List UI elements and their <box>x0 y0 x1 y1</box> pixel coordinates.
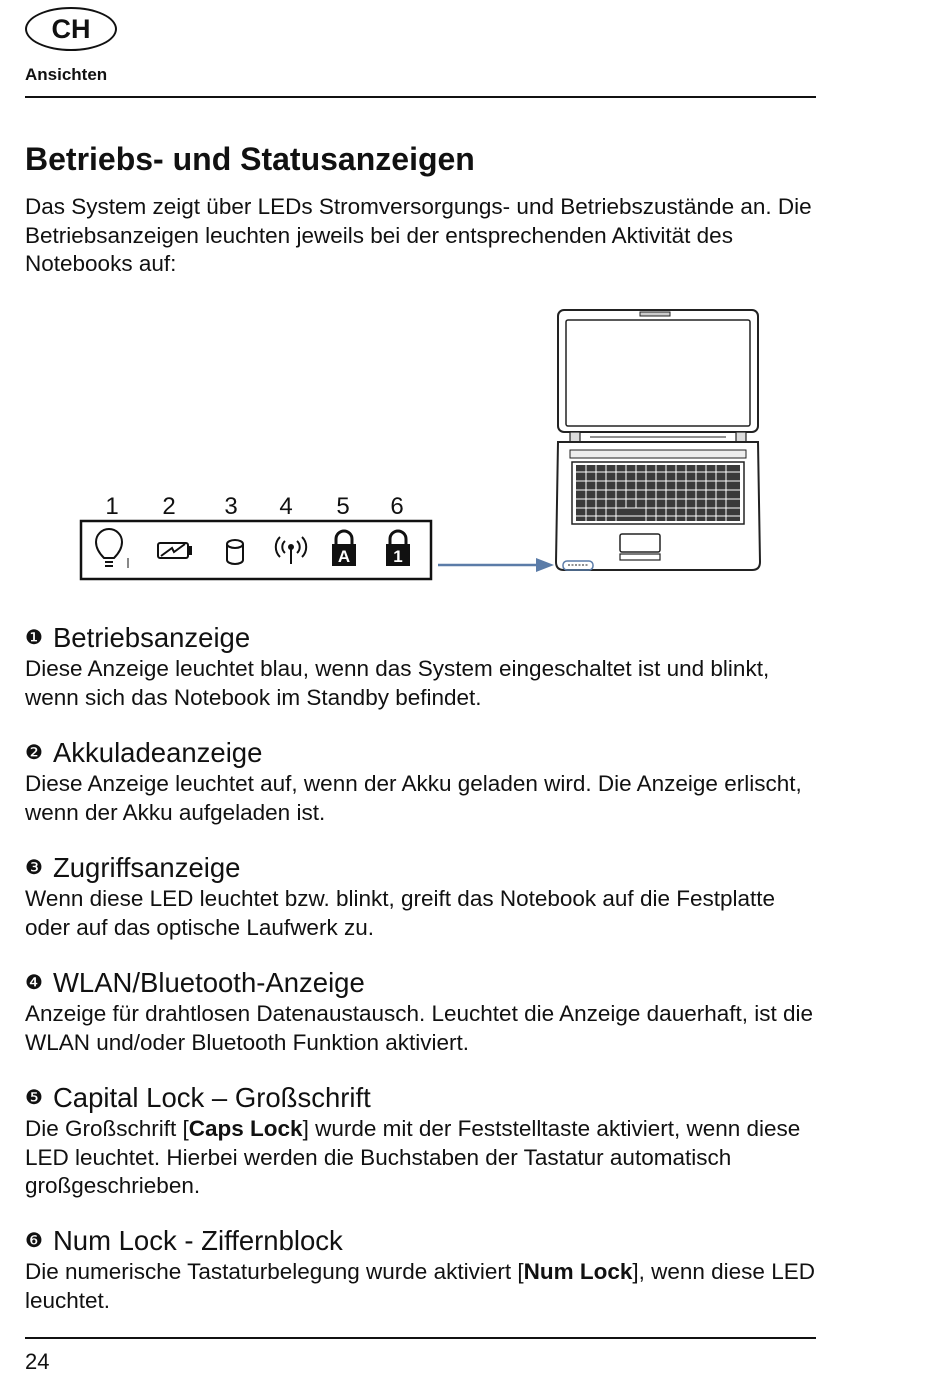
footer-divider <box>25 1337 816 1339</box>
item-power-indicator <box>25 622 825 712</box>
country-badge: CH <box>25 7 117 51</box>
item-marker: ❹ <box>25 972 43 994</box>
item-marker: ❻ <box>25 1230 43 1252</box>
page-number: 24 <box>25 1349 50 1374</box>
item-text: Die numerische Tastaturbelegung wurde aktiviert [Num Lock], wenn diese LED leuchtet. <box>25 1259 815 1313</box>
item-title: Akkuladeanzeige <box>52 737 263 768</box>
status-led-figure <box>60 290 780 595</box>
item-title: Capital Lock – Großschrift <box>52 1082 371 1113</box>
indicator-number-6: 6 <box>390 493 404 520</box>
item-title: Num Lock - Ziffernblock <box>52 1225 343 1256</box>
item-title: Betriebsanzeige <box>52 622 251 653</box>
item-battery-indicator <box>25 737 825 827</box>
item-text: Die Großschrift [Caps Lock] wurde mit der Feststelltaste aktiviert, wenn diese LED leuchtet. Hierbei werden die Buchstaben der Tastatur automatisch großgeschrieben. <box>25 1116 801 1198</box>
item-text: Diese Anzeige leuchtet auf, wenn der Akku geladen wird. Die Anzeige erlischt, wenn der Akku aufgeladen ist. <box>25 771 802 825</box>
item-text: Wenn diese LED leuchtet bzw. blinkt, greift das Notebook auf die Festplatte oder auf das optische Laufwerk zu. <box>25 886 776 940</box>
caps-lock-key-label: Caps Lock <box>188 1116 303 1141</box>
item-marker: ❸ <box>25 857 43 879</box>
laptop-illustration <box>556 310 760 570</box>
num-lock-digit: 1 <box>393 547 403 566</box>
item-marker: ❷ <box>25 742 43 764</box>
caps-lock-letter: A <box>337 547 351 566</box>
status-led-illustration <box>60 290 780 595</box>
intro-paragraph: Das System zeigt über LEDs Stromversorgungs- und Betriebszustände an. Die Betriebsanzeigen leuchten jeweils bei der entsprechenden Aktivität des Notebooks auf: <box>25 194 812 276</box>
item-title: WLAN/Bluetooth-Anzeige <box>52 967 365 998</box>
item-access-indicator <box>25 852 825 942</box>
item-caps-lock-indicator <box>25 1082 825 1201</box>
item-text: Anzeige für drahtlosen Datenaustausch. Leuchtet die Anzeige dauerhaft, ist die WLAN und/oder Bluetooth Funktion aktiviert. <box>25 1001 814 1055</box>
item-marker: ❺ <box>25 1087 43 1109</box>
item-marker: ❶ <box>25 627 43 649</box>
indicator-panel <box>81 521 431 579</box>
num-lock-key-label: Num Lock <box>523 1259 633 1284</box>
pointer-arrow <box>438 558 554 572</box>
header-divider <box>25 96 816 98</box>
indicator-number-3: 3 <box>224 493 238 520</box>
item-text: Diese Anzeige leuchtet blau, wenn das System eingeschaltet ist und blinkt, wenn sich das Notebook im Standby befindet. <box>25 656 770 710</box>
item-wlan-indicator <box>25 967 825 1057</box>
section-label: Ansichten <box>25 65 108 84</box>
indicator-number-5: 5 <box>336 493 350 520</box>
item-num-lock-indicator <box>25 1225 825 1315</box>
item-title: Zugriffsanzeige <box>52 852 241 883</box>
indicator-number-2: 2 <box>162 493 176 520</box>
page-title: Betriebs- und Statusanzeigen <box>25 141 475 177</box>
indicator-number-1: 1 <box>105 493 119 520</box>
indicator-number-4: 4 <box>279 493 293 520</box>
